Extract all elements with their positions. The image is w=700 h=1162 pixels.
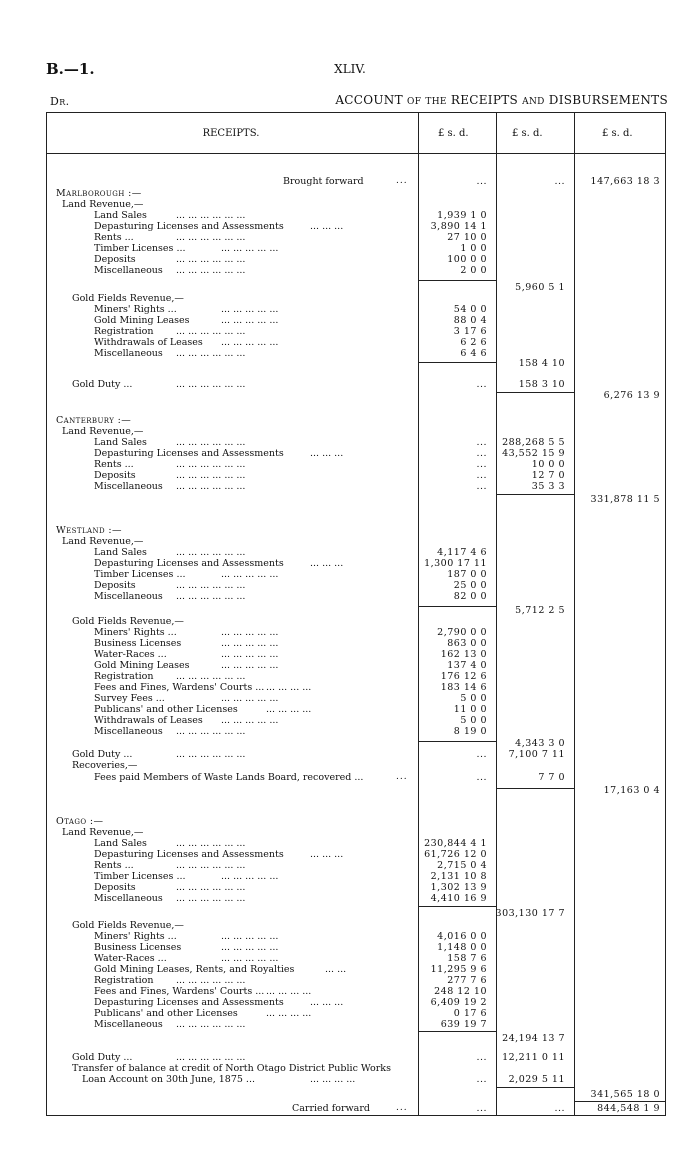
table-row: Deposits ... ... ... ... ... ... 1,302 13 9 — [94, 882, 487, 893]
table-row: Depasturing Licenses and Assessments ... ... ... 3,890 14 1 — [94, 221, 487, 232]
table-row: Withdrawals of Leases ... ... ... ... ... 6 2 6 — [94, 337, 487, 348]
section-heading: Westland :— — [56, 525, 122, 536]
carried-forward-rule — [574, 1101, 666, 1102]
section-total-row: 341,565 18 0 — [590, 1089, 660, 1100]
table-row: Timber Licenses ... ... ... ... ... ... 1 0 0 — [94, 243, 487, 254]
section-heading: Otago :— — [56, 816, 104, 827]
table-row: Fees and Fines, Wardens' Courts ... ... ... ... ... 183 14 6 — [94, 682, 487, 693]
table-row: Transfer of balance at credit of North Otago District Public Works — [72, 1063, 391, 1074]
table-row: Publicans' and other Licenses ... ... ... ... 0 17 6 — [94, 1008, 487, 1019]
table-row: Deposits ... ... ... ... ... ... 25 0 0 — [94, 580, 487, 591]
carried-forward-row: Carried forward ... ... ... 844,548 1 9 — [292, 1103, 660, 1114]
table-row: Miscellaneous ... ... ... ... ... ... 8 19 0 — [94, 726, 487, 737]
table-row: Miscellaneous ... ... ... ... ... ... ... 35 3 3 — [94, 481, 565, 492]
table-row: Loan Account on 30th June, 1875 ... ... ... ... ... ... 2,029 5 11 — [82, 1074, 565, 1085]
table-row: Water-Races ... ... ... ... ... ... 158 7 6 — [94, 953, 487, 964]
subtotal-row: 5,712 2 5 — [515, 605, 565, 616]
table-row: Withdrawals of Leases ... ... ... ... ... 5 0 0 — [94, 715, 487, 726]
table-row: Business Licenses ... ... ... ... ... 1,148 0 0 — [94, 942, 487, 953]
subsection-heading: Land Revenue,— — [62, 827, 144, 838]
subsection-heading: Gold Fields Revenue,— — [72, 616, 184, 627]
subsection-heading: Land Revenue,— — [62, 536, 144, 547]
table-row: Timber Licenses ... ... ... ... ... ... 187 0 0 — [94, 569, 487, 580]
table-row: Gold Duty ... ... ... ... ... ... ... ... 12,211 0 11 — [72, 1052, 565, 1063]
table-row: Registration ... ... ... ... ... ... 176 12 6 — [94, 671, 487, 682]
table-row: Publicans' and other Licenses ... ... ... ... 11 0 0 — [94, 704, 487, 715]
table-row: Water-Races ... ... ... ... ... ... 162 13 0 — [94, 649, 487, 660]
table-row: Depasturing Licenses and Assessments ... ... ... 6,409 19 2 — [94, 997, 487, 1008]
section-heading: Canterbury :— — [56, 415, 132, 426]
brought-forward-row: Brought forward ... ... ... 147,663 18 3 — [283, 176, 660, 187]
table-row: Rents ... ... ... ... ... ... ... 27 10 0 — [94, 232, 487, 243]
table-row: Depasturing Licenses and Assessments ... ... ... 1,300 17 11 — [94, 558, 487, 569]
table-row: Deposits ... ... ... ... ... ... 100 0 0 — [94, 254, 487, 265]
table-row: Land Sales ... ... ... ... ... ... 230,844 4 1 — [94, 838, 487, 849]
section-total-row: 17,163 0 4 — [603, 785, 660, 796]
table-row: Business Licenses ... ... ... ... ... 863 0 0 — [94, 638, 487, 649]
page-reference: B.—1. — [46, 60, 95, 78]
section-total-row: 331,878 11 5 — [590, 494, 660, 505]
table-row: Land Sales ... ... ... ... ... ... ... 288,268 5 5 — [94, 437, 565, 448]
section-total-rule — [496, 1087, 574, 1088]
account-title: ACCOUNT OF THE RECEIPTS AND DISBURSEMENTS — [335, 93, 668, 107]
table-row: Registration ... ... ... ... ... ... 277 7 6 — [94, 975, 487, 986]
table-row: Land Sales ... ... ... ... ... ... 4,117 4 6 — [94, 547, 487, 558]
table-row: Survey Fees ... ... ... ... ... ... 5 0 0 — [94, 693, 487, 704]
table-row: Depasturing Licenses and Assessments ... ... ... ... 43,552 15 9 — [94, 448, 565, 459]
subtotal-rule — [418, 906, 496, 907]
subtotal-rule — [418, 280, 496, 281]
subsection-heading: Land Revenue,— — [62, 199, 144, 210]
table-row: Timber Licenses ... ... ... ... ... ... 2,131 10 8 — [94, 871, 487, 882]
table-row: Miners' Rights ... ... ... ... ... ... 4,016 0 0 — [94, 931, 487, 942]
table-row: Miscellaneous ... ... ... ... ... ... 6 4 6 — [94, 348, 487, 359]
table-row: Fees and Fines, Wardens' Courts ... ... ... ... ... 248 12 10 — [94, 986, 487, 997]
table-row: Gold Mining Leases ... ... ... ... ... 137 4 0 — [94, 660, 487, 671]
table-row: Land Sales ... ... ... ... ... ... 1,939 1 0 — [94, 210, 487, 221]
table-row: Rents ... ... ... ... ... ... ... ... 10 0 0 — [94, 459, 565, 470]
table-row: Miscellaneous ... ... ... ... ... ... 4,410 16 9 — [94, 893, 487, 904]
receipts-column-header: RECEIPTS. — [202, 128, 260, 139]
debit-label: Dr. — [50, 95, 70, 108]
header-rule — [46, 153, 666, 154]
col1-header: £ s. d. — [438, 128, 469, 139]
section-heading: Marlborough :— — [56, 188, 142, 199]
col2-header: £ s. d. — [512, 128, 543, 139]
table-row: Miscellaneous ... ... ... ... ... ... 82 0 0 — [94, 591, 487, 602]
table-row: Depasturing Licenses and Assessments ... ... ... 61,726 12 0 — [94, 849, 487, 860]
table-row: Miscellaneous ... ... ... ... ... ... 639 19 7 — [94, 1019, 487, 1030]
subsection-heading: Gold Fields Revenue,— — [72, 920, 184, 931]
table-row: Miscellaneous ... ... ... ... ... ... 2 0 0 — [94, 265, 487, 276]
table-row: Miners' Rights ... ... ... ... ... ... 2,790 0 0 — [94, 627, 487, 638]
table-row: Gold Mining Leases ... ... ... ... ... 88 0 4 — [94, 315, 487, 326]
section-total-row: 6,276 13 9 — [603, 390, 660, 401]
subtotal-row: 5,960 5 1 — [515, 282, 565, 293]
table-row: Miners' Rights ... ... ... ... ... ... 54 0 0 — [94, 304, 487, 315]
table-row: Gold Duty ... ... ... ... ... ... ... ... 158 3 10 — [72, 379, 565, 390]
subsection-heading: Land Revenue,— — [62, 426, 144, 437]
subtotal-row: 24,194 13 7 — [502, 1033, 565, 1044]
table-row: Gold Duty ... ... ... ... ... ... ... ... 7,100 7 11 — [72, 749, 565, 760]
subtotal-row: 4,343 3 0 — [515, 738, 565, 749]
table-row: Fees paid Members of Waste Lands Board, recovered ... ... ... 7 7 0 — [94, 772, 565, 783]
subtotal-row: 303,130 17 7 — [495, 908, 565, 919]
page-number: XLIV. — [334, 62, 366, 76]
subtotal-rule — [418, 1031, 496, 1032]
table-row: Rents ... ... ... ... ... ... ... 2,715 0 4 — [94, 860, 487, 871]
table-row: Registration ... ... ... ... ... ... 3 17 6 — [94, 326, 487, 337]
col3-header: £ s. d. — [602, 128, 633, 139]
table-row: Deposits ... ... ... ... ... ... ... 12 7 0 — [94, 470, 565, 481]
subsection-heading: Gold Fields Revenue,— — [72, 293, 184, 304]
table-row: Gold Mining Leases, Rents, and Royalties ... ... 11,295 9 6 — [94, 964, 487, 975]
subsection-heading: Recoveries,— — [72, 760, 138, 771]
subtotal-row: 158 4 10 — [518, 358, 565, 369]
